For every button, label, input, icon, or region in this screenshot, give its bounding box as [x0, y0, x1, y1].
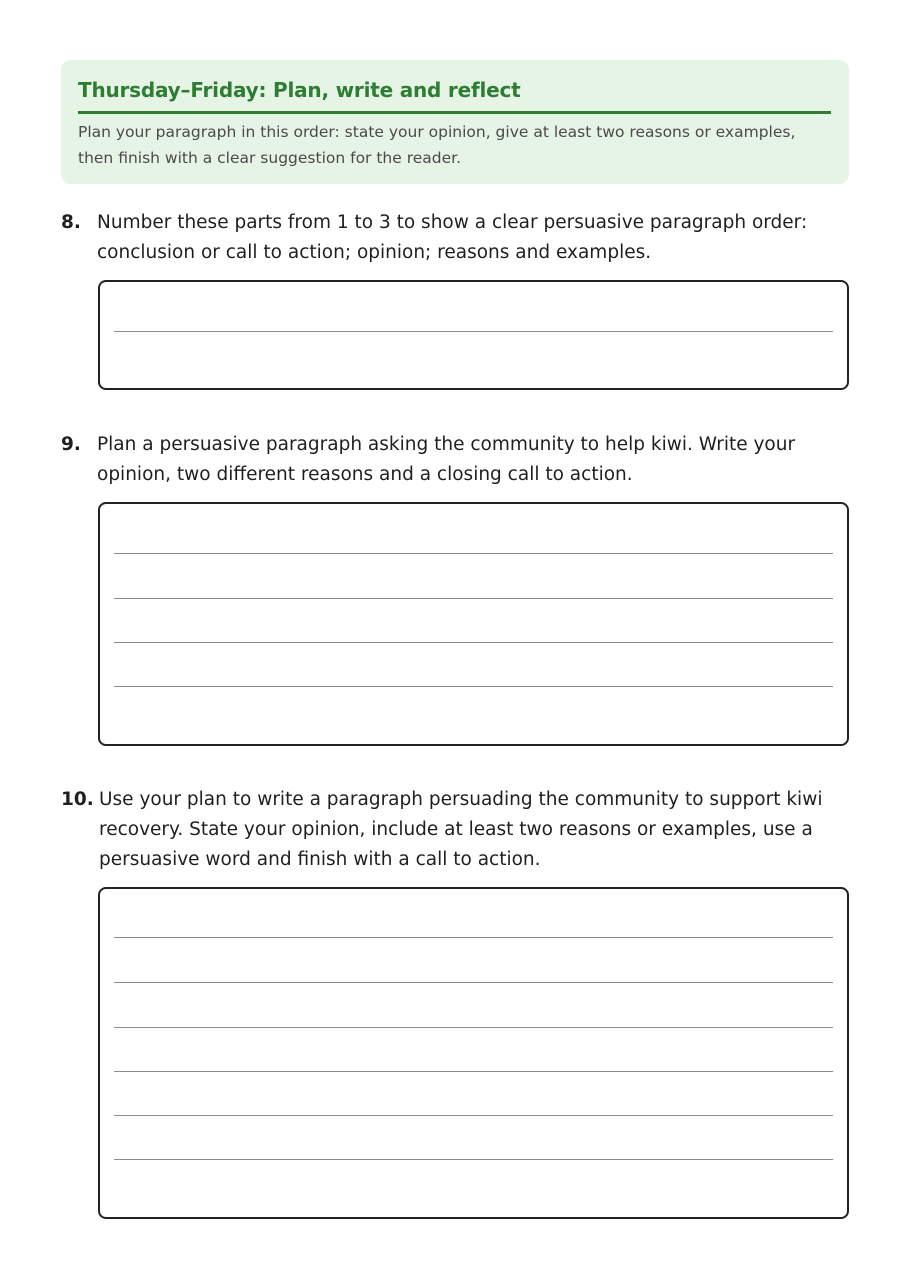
question-number: 8. [61, 212, 81, 233]
section-banner [61, 60, 849, 184]
question-8 [61, 208, 849, 268]
writing-line [114, 331, 833, 332]
answer-box-10[interactable] [98, 887, 849, 1219]
writing-line [114, 1159, 833, 1160]
answer-box-9[interactable] [98, 502, 849, 746]
writing-line [114, 598, 833, 599]
writing-line [114, 686, 833, 687]
writing-line [114, 553, 833, 554]
writing-line [114, 982, 833, 983]
section-instructions: Plan your paragraph in this order: state your opinion, give at least two reasons or examples, then finish with a clear suggestion for the reader. [78, 123, 796, 167]
question-prompt: Use your plan to write a paragraph persuading the community to support kiwi recovery. State your opinion, include at least two reasons or examples, use a persuasive word and finish with a call to action. [99, 789, 823, 870]
question-prompt: Number these parts from 1 to 3 to show a clear persuasive paragraph order: conclusion or call to action; opinion; reasons and examples. [97, 212, 808, 263]
section-title: Thursday–Friday: Plan, write and reflect [78, 78, 521, 102]
writing-line [114, 1027, 833, 1028]
title-divider [78, 111, 831, 114]
writing-line [114, 642, 833, 643]
question-number: 9. [61, 434, 81, 455]
writing-line [114, 1071, 833, 1072]
writing-line [114, 1115, 833, 1116]
answer-box-8[interactable] [98, 280, 849, 390]
writing-line [114, 937, 833, 938]
question-9 [61, 430, 849, 490]
question-10 [61, 785, 849, 875]
question-number: 10. [61, 789, 94, 810]
question-prompt: Plan a persuasive paragraph asking the community to help kiwi. Write your opinion, two different reasons and a closing call to action. [97, 434, 796, 485]
